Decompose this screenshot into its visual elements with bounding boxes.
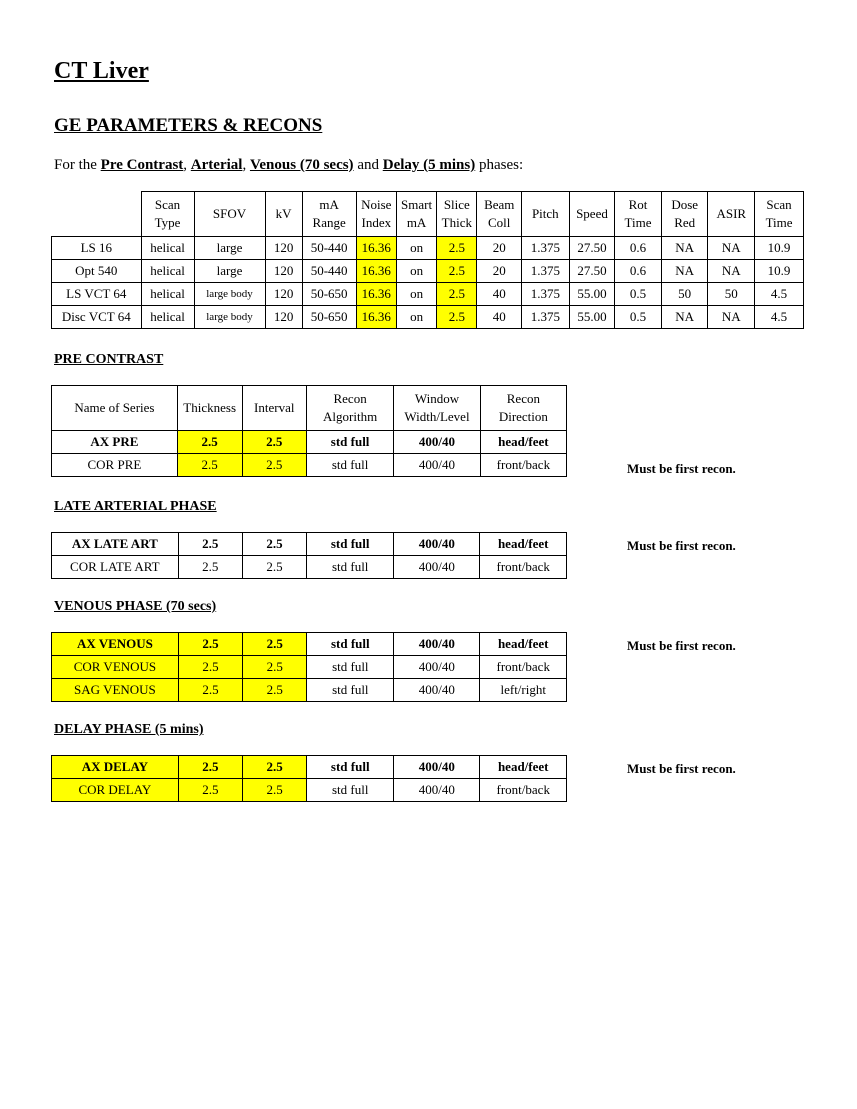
header-line: Noise — [361, 197, 392, 212]
series-cell: 2.5 — [178, 779, 242, 802]
param-row — [52, 283, 804, 306]
pre-contrast-note: Must be first recon. — [627, 461, 736, 476]
param-cell: 40 — [477, 306, 522, 329]
param-cell: 1.375 — [521, 283, 569, 306]
header-line: Range — [312, 215, 346, 230]
section-venous: VENOUS PHASE (70 secs) — [54, 599, 217, 614]
header-line: Thick — [441, 215, 472, 230]
param-header — [708, 192, 755, 237]
header-line: Width/Level — [404, 409, 470, 424]
header-line: Direction — [498, 409, 548, 424]
series-cell: 2.5 — [177, 454, 242, 477]
series-header — [480, 386, 566, 431]
late-arterial-table — [51, 532, 567, 579]
param-cell: 2.5 — [437, 237, 477, 260]
param-cell: 16.36 — [356, 260, 396, 283]
param-cell: helical — [141, 306, 194, 329]
param-cell: 4.5 — [755, 283, 804, 306]
series-row — [52, 656, 567, 679]
param-header — [437, 192, 477, 237]
param-cell: large body — [194, 306, 265, 329]
series-cell: 2.5 — [243, 656, 307, 679]
header-line: Coll — [488, 215, 511, 230]
param-cell: 20 — [477, 237, 522, 260]
param-header — [265, 192, 302, 237]
series-cell: 400/40 — [394, 633, 480, 656]
series-row — [52, 431, 567, 454]
series-name-cell: AX VENOUS — [52, 633, 179, 656]
param-cell: 0.5 — [615, 306, 662, 329]
param-cell: 0.6 — [615, 237, 662, 260]
series-header — [394, 386, 481, 431]
param-cell: helical — [141, 237, 194, 260]
series-cell: 2.5 — [242, 431, 306, 454]
param-header — [356, 192, 396, 237]
series-cell: 2.5 — [242, 454, 306, 477]
param-cell: 2.5 — [437, 283, 477, 306]
series-name-cell: COR LATE ART — [52, 556, 179, 579]
scanner-name-cell: Opt 540 — [52, 260, 142, 283]
series-cell: 2.5 — [177, 431, 242, 454]
param-cell: 27.50 — [569, 237, 615, 260]
param-cell: large — [194, 237, 265, 260]
param-cell: 55.00 — [569, 306, 615, 329]
series-cell: front/back — [480, 556, 567, 579]
series-cell: 2.5 — [243, 779, 307, 802]
header-line: Name of Series — [74, 400, 155, 415]
series-row — [52, 533, 567, 556]
header-line: Type — [154, 215, 181, 230]
series-cell: std full — [307, 679, 394, 702]
param-cell: large — [194, 260, 265, 283]
empty-corner-cell — [52, 192, 142, 237]
header-line: Scan — [154, 197, 181, 212]
series-cell: 400/40 — [394, 656, 480, 679]
series-cell: 2.5 — [242, 556, 306, 579]
series-cell: 400/40 — [394, 556, 480, 579]
header-line: Algorithm — [323, 409, 378, 424]
param-cell: 55.00 — [569, 283, 615, 306]
series-header — [242, 386, 306, 431]
param-cell: NA — [708, 306, 755, 329]
series-name-cell: SAG VENOUS — [52, 679, 179, 702]
param-row — [52, 260, 804, 283]
series-name-cell: AX LATE ART — [52, 533, 179, 556]
venous-table — [51, 632, 567, 702]
header-line: kV — [275, 206, 292, 221]
param-row — [52, 306, 804, 329]
header-line: Recon — [506, 391, 540, 406]
header-line: Slice — [443, 197, 470, 212]
series-cell: 400/40 — [394, 756, 480, 779]
param-cell: 10.9 — [755, 260, 804, 283]
scanner-name-cell: Disc VCT 64 — [52, 306, 142, 329]
header-line: Recon — [333, 391, 367, 406]
param-cell: 10.9 — [755, 237, 804, 260]
venous-note: Must be first recon. — [627, 638, 736, 653]
param-cell: large body — [194, 283, 265, 306]
header-line: mA — [319, 197, 339, 212]
param-cell: helical — [141, 283, 194, 306]
delay-table — [51, 755, 567, 802]
series-cell: 2.5 — [242, 533, 306, 556]
header-line: Scan — [766, 197, 792, 212]
header-line: Rot — [628, 197, 648, 212]
param-cell: 16.36 — [356, 237, 396, 260]
param-header — [521, 192, 569, 237]
param-cell: helical — [141, 260, 194, 283]
param-cell: 40 — [477, 283, 522, 306]
param-header — [141, 192, 194, 237]
param-cell: 16.36 — [356, 283, 396, 306]
series-header — [177, 386, 242, 431]
series-cell: 2.5 — [178, 556, 242, 579]
series-row — [52, 779, 567, 802]
series-row — [52, 679, 567, 702]
param-header — [755, 192, 804, 237]
series-name-cell: COR VENOUS — [52, 656, 179, 679]
param-cell: 50 — [661, 283, 708, 306]
series-cell: std full — [307, 556, 394, 579]
series-name-cell: COR PRE — [52, 454, 178, 477]
pre-contrast-table — [51, 385, 567, 477]
param-cell: 1.375 — [521, 306, 569, 329]
param-cell: NA — [708, 260, 755, 283]
intro-text: For the Pre Contrast, Arterial, Venous (70 secs) and Delay (5 mins) phases: — [54, 157, 524, 173]
series-cell: 2.5 — [243, 679, 307, 702]
param-cell: 50-440 — [302, 260, 356, 283]
header-line: Beam — [484, 197, 515, 212]
series-cell: std full — [307, 533, 394, 556]
header-line: Smart — [401, 197, 433, 212]
series-cell: std full — [307, 756, 394, 779]
series-cell: 2.5 — [243, 633, 307, 656]
series-cell: std full — [307, 779, 394, 802]
header-line: Window — [414, 391, 460, 406]
series-cell: front/back — [480, 779, 567, 802]
param-cell: 120 — [265, 283, 302, 306]
series-name-cell: AX PRE — [52, 431, 178, 454]
series-cell: 400/40 — [394, 779, 480, 802]
param-cell: 50-650 — [302, 306, 356, 329]
param-header — [569, 192, 615, 237]
param-cell: 50-440 — [302, 237, 356, 260]
param-header — [661, 192, 708, 237]
series-cell: 2.5 — [178, 656, 242, 679]
param-header — [302, 192, 356, 237]
series-cell: head/feet — [480, 756, 567, 779]
series-cell: 400/40 — [394, 431, 481, 454]
param-cell: 0.5 — [615, 283, 662, 306]
series-row — [52, 556, 567, 579]
series-header — [306, 386, 393, 431]
header-line: Interval — [254, 400, 295, 415]
header-line: Dose — [671, 197, 699, 212]
series-cell: 2.5 — [178, 679, 242, 702]
param-cell: 20 — [477, 260, 522, 283]
header-line: ASIR — [716, 206, 747, 221]
param-header — [615, 192, 662, 237]
param-cell: 0.6 — [615, 260, 662, 283]
param-cell: NA — [708, 237, 755, 260]
page-subtitle: GE PARAMETERS & RECONS — [54, 115, 323, 136]
series-cell: std full — [306, 454, 393, 477]
param-cell: 120 — [265, 237, 302, 260]
header-line: mA — [406, 215, 427, 230]
param-cell: 50 — [708, 283, 755, 306]
series-row — [52, 633, 567, 656]
param-cell: 120 — [265, 306, 302, 329]
scanner-name-cell: LS 16 — [52, 237, 142, 260]
param-cell: 2.5 — [437, 306, 477, 329]
series-row — [52, 454, 567, 477]
param-cell: on — [396, 306, 436, 329]
param-cell: on — [396, 237, 436, 260]
header-line: Red — [674, 215, 696, 230]
series-cell: 400/40 — [394, 533, 480, 556]
param-cell: NA — [661, 237, 708, 260]
series-row — [52, 756, 567, 779]
param-cell: NA — [661, 306, 708, 329]
series-cell: 400/40 — [394, 454, 481, 477]
param-cell: 1.375 — [521, 260, 569, 283]
series-cell: std full — [307, 656, 394, 679]
param-row — [52, 237, 804, 260]
series-cell: left/right — [480, 679, 567, 702]
series-cell: 400/40 — [394, 679, 480, 702]
section-delay: DELAY PHASE (5 mins) — [54, 722, 204, 737]
header-line: Index — [361, 215, 392, 230]
ge-parameters-table — [51, 191, 804, 329]
header-line: Time — [765, 215, 793, 230]
series-cell: 2.5 — [178, 533, 242, 556]
page-title: CT Liver — [54, 58, 149, 84]
header-line: Thickness — [183, 400, 237, 415]
param-header — [194, 192, 265, 237]
param-cell: on — [396, 260, 436, 283]
param-cell: 120 — [265, 260, 302, 283]
header-line: Speed — [576, 206, 608, 221]
series-cell: front/back — [480, 656, 567, 679]
header-line: Pitch — [531, 206, 559, 221]
series-cell: head/feet — [480, 533, 567, 556]
param-header — [396, 192, 436, 237]
series-cell: front/back — [480, 454, 566, 477]
param-cell: NA — [661, 260, 708, 283]
param-cell: 27.50 — [569, 260, 615, 283]
series-cell: 2.5 — [178, 756, 242, 779]
series-cell: std full — [307, 633, 394, 656]
param-header — [477, 192, 522, 237]
series-cell: std full — [306, 431, 393, 454]
delay-note: Must be first recon. — [627, 761, 736, 776]
series-cell: 2.5 — [243, 756, 307, 779]
series-name-cell: COR DELAY — [52, 779, 179, 802]
param-cell: on — [396, 283, 436, 306]
late-arterial-note: Must be first recon. — [627, 538, 736, 553]
section-pre-contrast: PRE CONTRAST — [54, 352, 164, 367]
param-cell: 2.5 — [437, 260, 477, 283]
scanner-name-cell: LS VCT 64 — [52, 283, 142, 306]
section-late-arterial: LATE ARTERIAL PHASE — [54, 499, 217, 514]
header-line: SFOV — [212, 206, 247, 221]
series-cell: head/feet — [480, 431, 566, 454]
param-cell: 16.36 — [356, 306, 396, 329]
series-name-cell: AX DELAY — [52, 756, 179, 779]
param-cell: 1.375 — [521, 237, 569, 260]
param-cell: 50-650 — [302, 283, 356, 306]
header-line: Time — [624, 215, 652, 230]
param-cell: 4.5 — [755, 306, 804, 329]
series-cell: head/feet — [480, 633, 567, 656]
series-cell: 2.5 — [178, 633, 242, 656]
series-header — [52, 386, 178, 431]
